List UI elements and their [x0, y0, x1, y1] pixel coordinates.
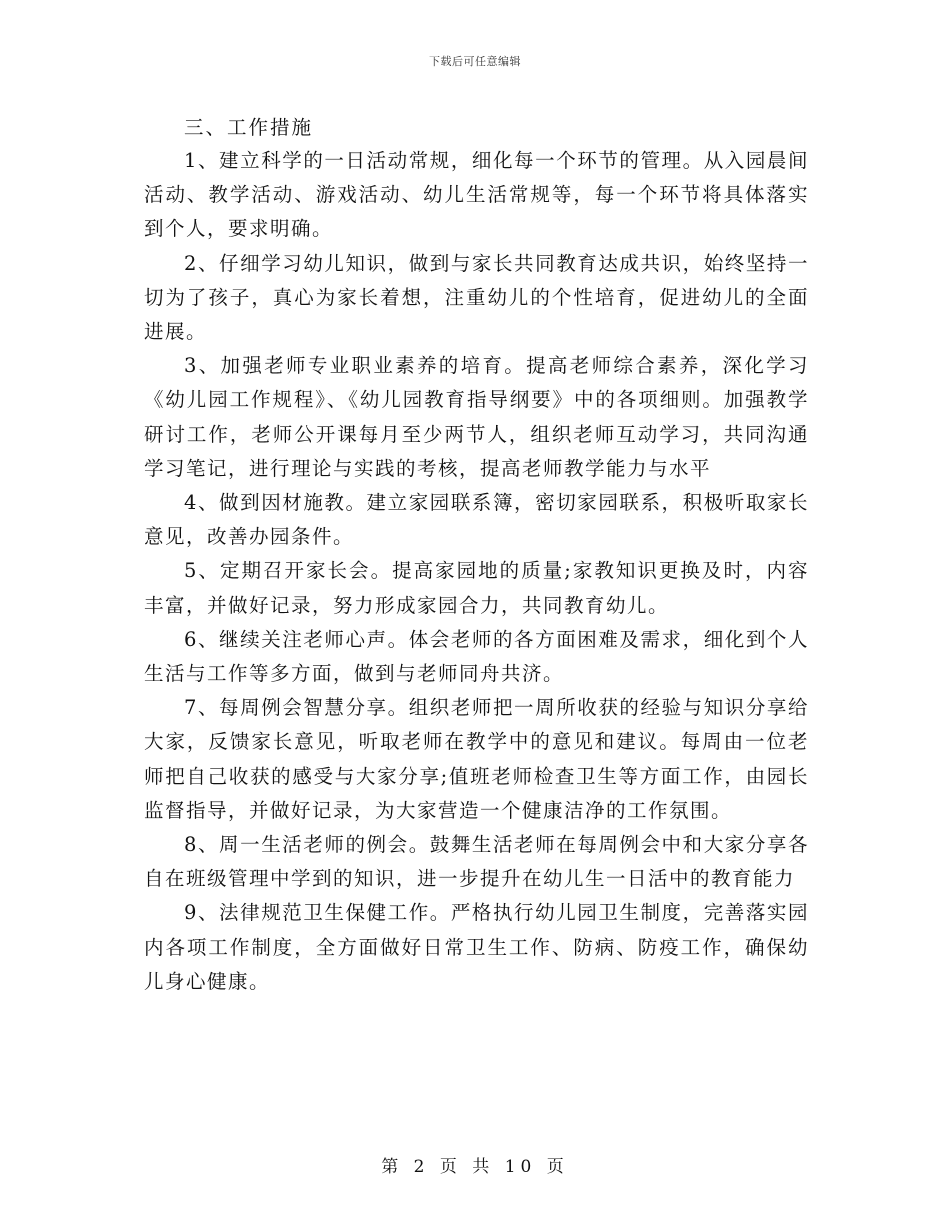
page-indicator: 第 2 页 共 10 页: [381, 1157, 569, 1177]
paragraph-2: 2、仔细学习幼儿知识，做到与家长共同教育达成共识，始终坚持一切为了孩子，真心为家长着想，注重幼儿的个性培育，促进幼儿的全面进展。: [144, 251, 809, 344]
paragraph-7: 7、每周例会智慧分享。组织老师把一周所收获的经验与知识分享给大家，反馈家长意见，听取老师在教学中的意见和建议。每周由一位老师把自己收获的感受与大家分享;值班老师检查卫生等方面工作，由园长监督指导，并做好记录，为大家营造一个健康洁净的工作氛围。: [144, 696, 809, 822]
section-title: 三、工作措施: [184, 116, 314, 139]
paragraph-3: 3、加强老师专业职业素养的培育。提高老师综合素养，深化学习《幼儿园工作规程》、《幼儿园教育指导纲要》中的各项细则。加强教学研讨工作，老师公开课每月至少两节人，组织老师互动学习，共同沟通学习笔记，进行理论与实践的考核，提高老师教学能力与水平: [144, 354, 809, 480]
paragraph-4: 4、做到因材施教。建立家园联系簿，密切家园联系，积极听取家长意见，改善办园条件。: [144, 491, 809, 549]
paragraph-1: 1、建立科学的一日活动常规，细化每一个环节的管理。从入园晨间活动、教学活动、游戏活动、幼儿生活常规等，每一个环节将具体落实到个人，要求明确。: [144, 149, 809, 241]
paragraph-9: 9、法律规范卫生保健工作。严格执行幼儿园卫生制度，完善落实园内各项工作制度，全方面做好日常卫生工作、防病、防疫工作，确保幼儿身心健康。: [144, 901, 809, 993]
document-body: [144, 112, 809, 999]
paragraph-8: 8、周一生活老师的例会。鼓舞生活老师在每周例会中和大家分享各自在班级管理中学到的知识，进一步提升在幼儿生一日活中的教育能力: [144, 833, 809, 891]
paragraph-6: 6、继续关注老师心声。体会老师的各方面困难及需求，细化到个人生活与工作等多方面，做到与老师同舟共济。: [144, 627, 809, 686]
header-note: 下载后可任意编辑: [429, 55, 521, 68]
paragraph-5: 5、定期召开家长会。提高家园地的质量;家教知识更换及时，内容丰富，并做好记录，努力形成家园合力，共同教育幼儿。: [144, 559, 809, 617]
